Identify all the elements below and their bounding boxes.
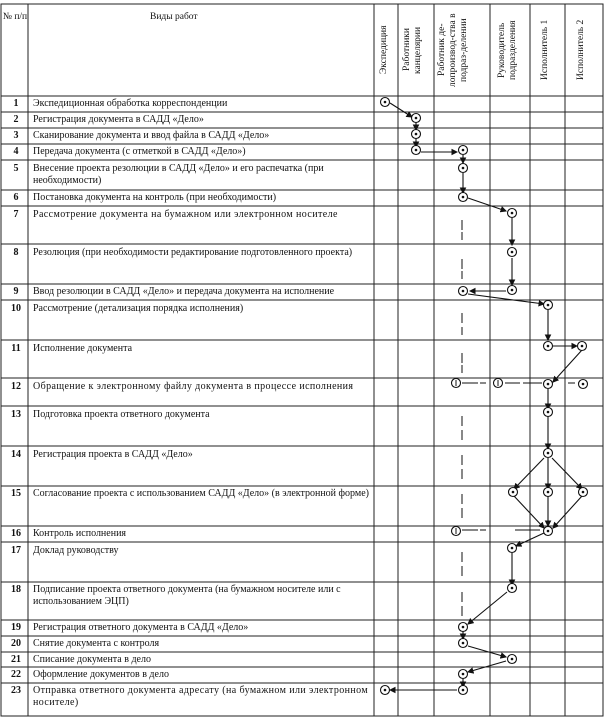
row-15-num: 15 [11, 488, 21, 499]
row-13-num: 13 [11, 409, 21, 420]
row-12-text: Обращение к электронному файлу документа в процессе исполнения [33, 381, 354, 392]
row-20-text: Снятие документа с контроля [33, 638, 160, 649]
row-17-text: Доклад руководству [33, 545, 119, 556]
row-2-num: 2 [13, 114, 19, 125]
row-5-num: 5 [13, 163, 19, 174]
process-nodes [381, 98, 588, 695]
row-14-num: 14 [11, 449, 21, 460]
row-8-num: 8 [13, 247, 19, 258]
col-header-office-staff: Работники канцелярии [402, 26, 423, 74]
row-2-text: Регистрация документа в САДД «Дело» [33, 114, 204, 125]
row-19-text: Регистрация ответного документа в САДД «Дело» [33, 622, 249, 633]
node-dots [384, 101, 585, 692]
col-header-head-of-department: Руководитель подразделения [497, 20, 518, 80]
row-6-num: 6 [13, 192, 19, 203]
row-14-text: Регистрация проекта в САДД «Дело» [33, 449, 193, 460]
row-22-num: 22 [11, 669, 21, 680]
row-18-num: 18 [11, 584, 21, 595]
flow-arrows [390, 103, 582, 690]
row-21-text: Списание документа в дело [33, 654, 151, 665]
row-13-text: Подготовка проекта ответного документа [33, 409, 210, 420]
row-22-text: Оформление документов в дело [33, 669, 169, 680]
row-17-num: 17 [11, 545, 21, 556]
row-20-num: 20 [11, 638, 21, 649]
row-11-text: Исполнение документа [33, 343, 133, 354]
row-4-num: 4 [13, 146, 19, 157]
row-11-num: 11 [11, 343, 21, 354]
row-1-num: 1 [13, 98, 19, 109]
row-7-text: Рассмотрение документа на бумажном или электронном носителе [33, 209, 338, 220]
row-19-num: 19 [11, 622, 21, 633]
header-work-label: Виды работ [150, 12, 198, 22]
row-10-text: Рассмотрение (детализация порядка исполнения) [33, 303, 244, 314]
row-9-num: 9 [13, 286, 19, 297]
row-15-text: Согласование проекта с использованием САДД «Дело» (в электронной форме) [33, 488, 369, 499]
row-3-num: 3 [13, 130, 19, 141]
row-1-text: Экспедиционная обработка корреспонденции [33, 98, 228, 109]
row-8-text: Резолюция (при необходимости редактирование подготовленного проекта) [33, 247, 353, 258]
row-21-num: 21 [11, 654, 21, 665]
row-3-text: Сканирование документа и ввод файла в САДД «Дело» [33, 130, 270, 141]
row-10-num: 10 [11, 303, 21, 314]
row-16-num: 16 [11, 528, 21, 539]
row-23-text: Отправка ответного документа адресату (на бумажном или электронном носителе) [33, 685, 369, 708]
row-9-text: Ввод резолюции в САДД «Дело» и передача документа на исполнение [33, 286, 335, 297]
row-6-text: Постановка документа на контроль (при необходимости) [33, 192, 277, 203]
row-18-text: Подписание проекта ответного документа (на бумажном носителе или с использованием ЭЦП) [33, 584, 341, 607]
row-7-num: 7 [13, 209, 19, 220]
col-header-executor-2: Исполнитель 2 [576, 19, 586, 81]
table-grid [1, 4, 603, 716]
row-16-text: Контроль исполнения [33, 528, 127, 539]
col-header-executor-1: Исполнитель 1 [540, 19, 550, 81]
row-23-num: 23 [11, 685, 21, 696]
header-num-label: № п/п [2, 12, 28, 22]
row-12-num: 12 [11, 381, 21, 392]
row-4-text: Передача документа (с отметкой в САДД «Дело») [33, 146, 246, 157]
col-header-department-clerk: Работник де-лопроизвод-ства в подраз-делении [437, 13, 469, 87]
row-5-text: Внесение проекта резолюции в САДД «Дело» и его распечатка (при необходимости) [33, 163, 324, 186]
col-header-expedition: Экспедиция [379, 25, 389, 75]
